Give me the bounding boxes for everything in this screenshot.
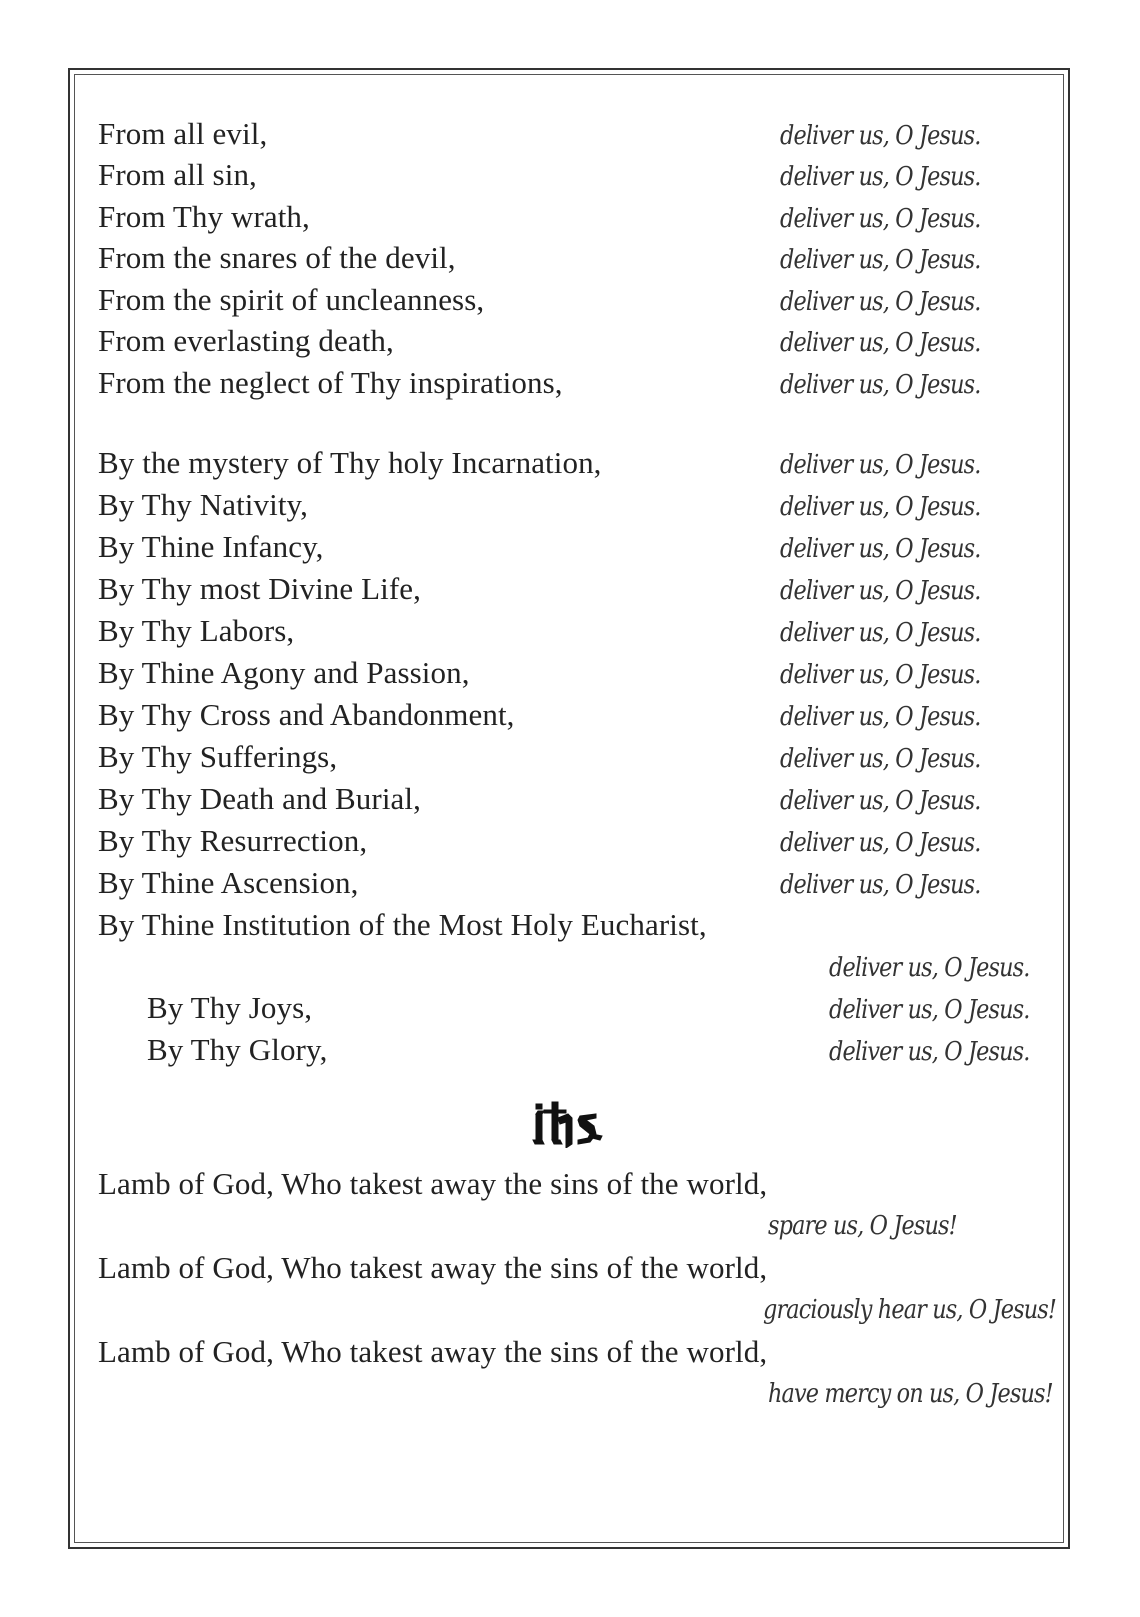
petition-line: From the snares of the devil, [98,240,456,275]
response-line: deliver us, O Jesus. [829,995,1030,1025]
response-line: deliver us, O Jesus. [780,450,981,480]
petition-line: From Thy wrath, [98,199,310,234]
petition-line: By Thy Sufferings, [98,739,338,774]
response-line: graciously hear us, O Jesus! [763,1295,1056,1325]
response-line: deliver us, O Jesus. [780,204,981,234]
petition-line: By Thy Death and Burial, [98,781,421,816]
petition-line: By Thy Glory, [147,1032,328,1067]
response-line: deliver us, O Jesus. [780,370,981,400]
petition-line: By Thine Ascension, [98,865,359,900]
response-line: deliver us, O Jesus. [780,870,981,900]
petition-line: Lamb of God, Who takest away the sins of the world, [98,1334,768,1369]
response-line: spare us, O Jesus! [768,1211,957,1241]
petition-line: From the neglect of Thy inspirations, [98,365,563,400]
response-line: deliver us, O Jesus. [780,744,981,774]
response-line: deliver us, O Jesus. [829,1037,1030,1067]
response-line: deliver us, O Jesus. [780,702,981,732]
petition-line: By Thy Joys, [147,990,313,1025]
petition-line: By Thine Agony and Passion, [98,655,470,690]
response-line: deliver us, O Jesus. [829,953,1030,983]
response-line: deliver us, O Jesus. [780,534,981,564]
petition-line: By Thy Nativity, [98,487,308,522]
response-line: deliver us, O Jesus. [780,492,981,522]
response-line: deliver us, O Jesus. [780,828,981,858]
response-line: have mercy on us, O Jesus! [768,1379,1053,1409]
petition-line: By Thine Institution of the Most Holy Eucharist, [98,907,707,942]
petition-line: Lamb of God, Who takest away the sins of the world, [98,1250,768,1285]
response-line: deliver us, O Jesus. [780,162,981,192]
petition-line: Lamb of God, Who takest away the sins of the world, [98,1166,768,1201]
response-line: deliver us, O Jesus. [780,245,981,275]
petition-line: By the mystery of Thy holy Incarnation, [98,445,602,480]
response-line: deliver us, O Jesus. [780,576,981,606]
petition-line: From everlasting death, [98,323,394,358]
petition-line: From the spirit of uncleanness, [98,282,485,317]
petition-line: From all evil, [98,116,268,151]
ihs-monogram-glyph [530,1100,610,1148]
petition-line: By Thy most Divine Life, [98,571,421,606]
petition-line: From all sin, [98,157,257,192]
response-line: deliver us, O Jesus. [780,786,981,816]
response-line: deliver us, O Jesus. [780,287,981,317]
response-line: deliver us, O Jesus. [780,618,981,648]
petition-line: By Thy Cross and Abandonment, [98,697,515,732]
ihs-monogram [0,1100,1140,1153]
response-line: deliver us, O Jesus. [780,328,981,358]
response-line: deliver us, O Jesus. [780,660,981,690]
petition-line: By Thy Labors, [98,613,295,648]
response-line: deliver us, O Jesus. [780,121,981,151]
petition-line: By Thy Resurrection, [98,823,368,858]
petition-line: By Thine Infancy, [98,529,324,564]
